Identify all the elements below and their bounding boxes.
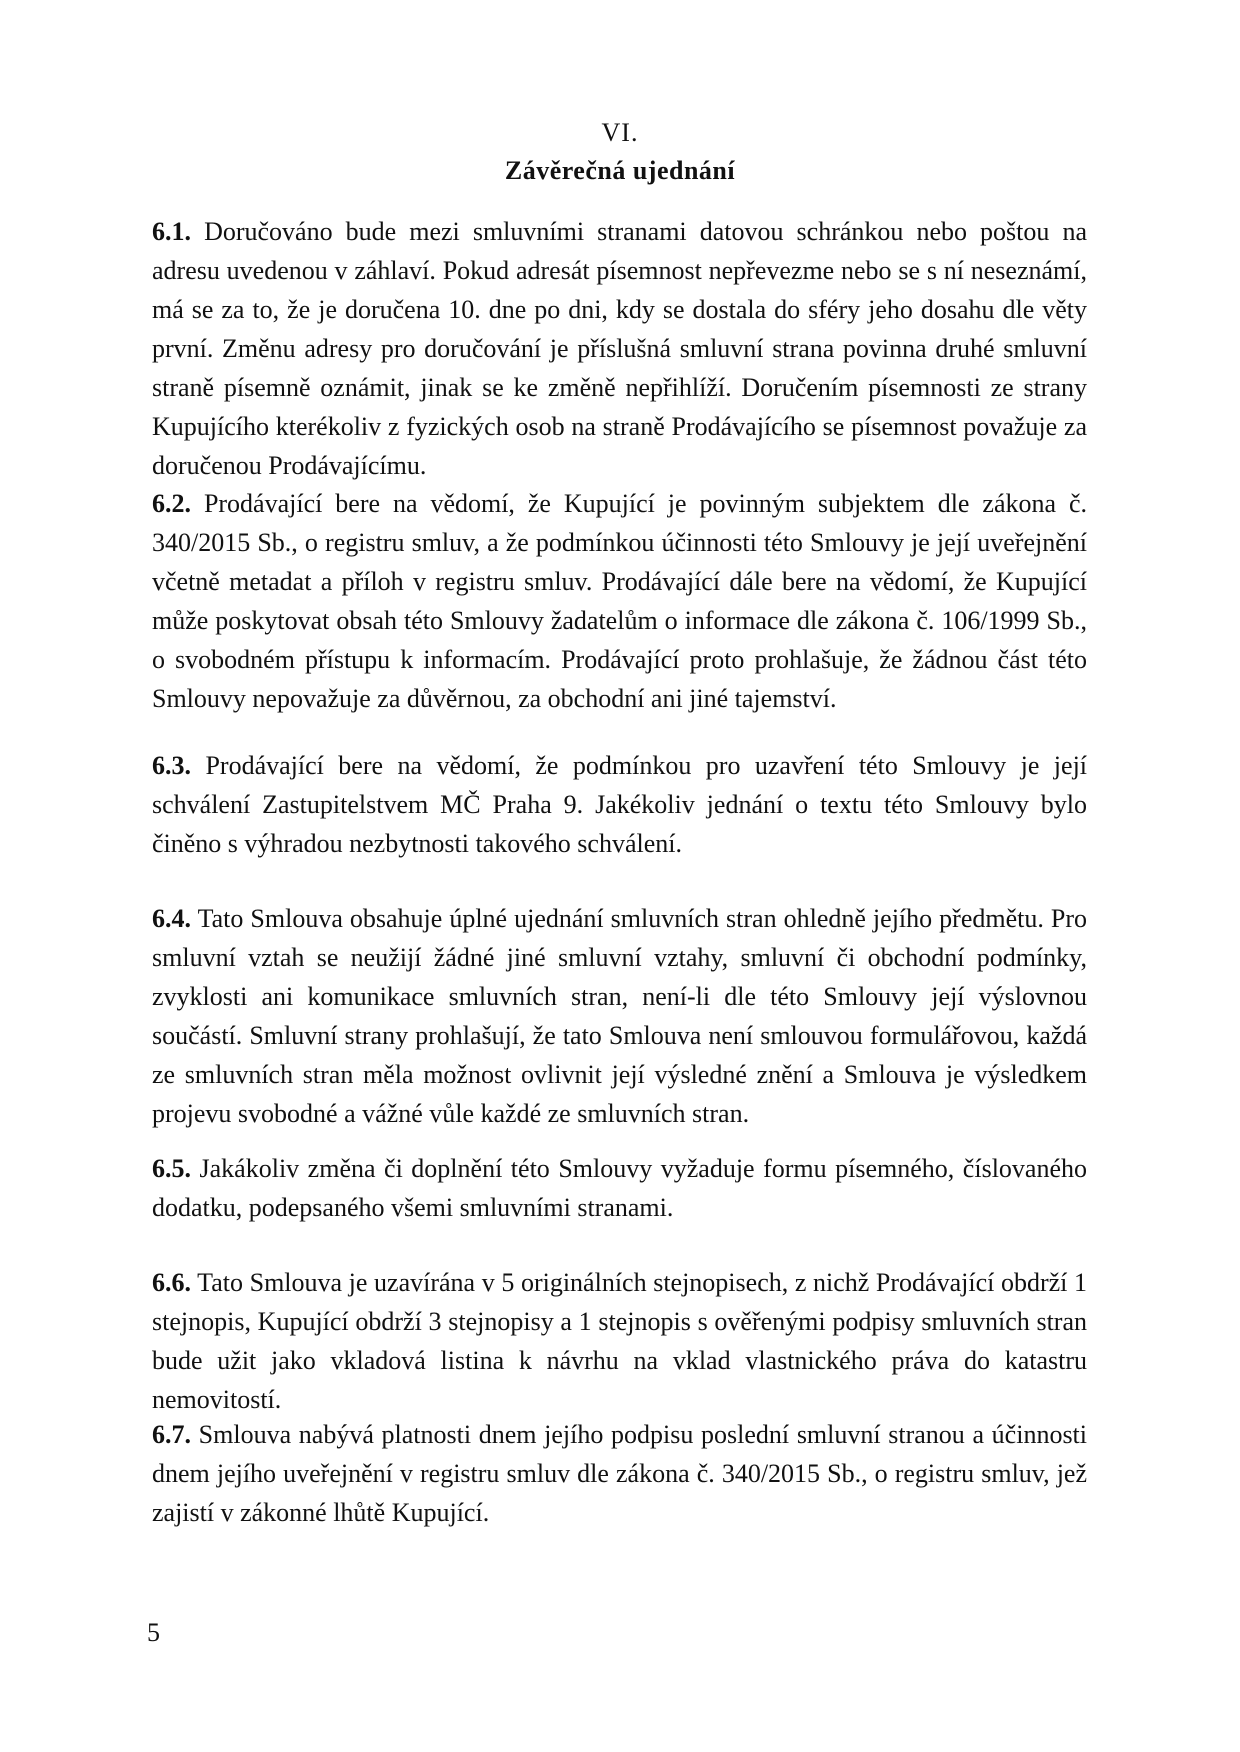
clause-text: Jakákoliv změna či doplnění této Smlouvy vyžaduje formu písemného, číslovaného dodatku, podepsaného všemi smluvními stranami. [152,1154,1087,1222]
clause-number: 6.2. [152,489,191,518]
clause-6-5 [152,1149,1087,1227]
chapter-title: Závěrečná ujednání [504,156,736,185]
clause-6-2 [152,484,1087,718]
clause-text: Prodávající bere na vědomí, že podmínkou pro uzavření této Smlouvy je její schválení Zastupitelstvem MČ Praha 9. Jakékoliv jednání o textu této Smlouvy bylo činěno s výhradou nezbytnosti takového schválení. [152,751,1088,858]
clause-number: 6.4. [152,904,191,933]
clause-6-7 [152,1415,1087,1532]
clause-6-3 [152,746,1087,863]
clause-text: Tato Smlouva je uzavírána v 5 originálních stejnopisech, z nichž Prodávající obdrží 1 stejnopis, Kupující obdrží 3 stejnopisy a 1 stejnopis s ověřenými podpisy smluvních stran bude užit jako vkladová listina k návrhu na vklad vlastnického práva do katastru nemovitostí. [152,1268,1088,1414]
chapter-number: VI. [601,118,639,147]
clause-number: 6.1. [152,217,191,246]
clause-number: 6.6. [152,1268,191,1297]
clause-text: Tato Smlouva obsahuje úplné ujednání smluvních stran ohledně jejího předmětu. Pro smluvní vztah se neužijí žádné jiné smluvní vztahy, smluvní či obchodní podmínky, zvyklosti ani komunikace smluvních stran, není-li dle této Smlouvy její výslovnou součástí. Smluvní strany prohlašují, že tato Smlouva není smlouvou formulářovou, každá ze smluvních stran měla možnost ovlivnit její výsledné znění a Smlouva je výsledkem projevu svobodné a vážné vůle každé ze smluvních stran. [152,904,1087,1128]
clause-6-1 [152,212,1087,485]
clause-number: 6.5. [152,1154,191,1183]
clause-text: Smlouva nabývá platnosti dnem jejího podpisu poslední smluvní stranou a účinnosti dnem jejího uveřejnění v registru smluv dle zákona č. 340/2015 Sb., o registru smluv, jež zajistí v zákonné lhůtě Kupující. [152,1420,1088,1527]
page-number: 5 [147,1618,160,1647]
clause-number: 6.7. [152,1420,191,1449]
clause-number: 6.3. [152,751,191,780]
clause-text: Doručováno bude mezi smluvními stranami datovou schránkou nebo poštou na adresu uvedenou v záhlaví. Pokud adresát písemnost nepřevezme nebo se s ní neseznámí, má se za to, že je doručena 10. dne po dni, kdy se dostala do sféry jeho dosahu dle věty první. Změnu adresy pro doručování je příslušná smluvní strana povinna druhé smluvní straně písemně oznámit, jinak se ke změně nepřihlíží. Doručením písemnosti ze strany Kupujícího kterékoliv z fyzických osob na straně Prodávajícího se písemnost považuje za doručenou Prodávajícímu. [152,217,1087,480]
clause-text: Prodávající bere na vědomí, že Kupující je povinným subjektem dle zákona č. 340/2015 Sb., o registru smluv, a že podmínkou účinnosti této Smlouvy je její uveřejnění včetně metadat a příloh v registru smluv. Prodávající dále bere na vědomí, že Kupující může poskytovat obsah této Smlouvy žadatelům o informace dle zákona č. 106/1999 Sb., o svobodném přístupu k informacím. Prodávající proto prohlašuje, že žádnou část této Smlouvy nepovažuje za důvěrnou, za obchodní ani jiné tajemství. [152,489,1087,713]
clause-6-4 [152,899,1087,1133]
clause-6-6 [152,1263,1087,1419]
